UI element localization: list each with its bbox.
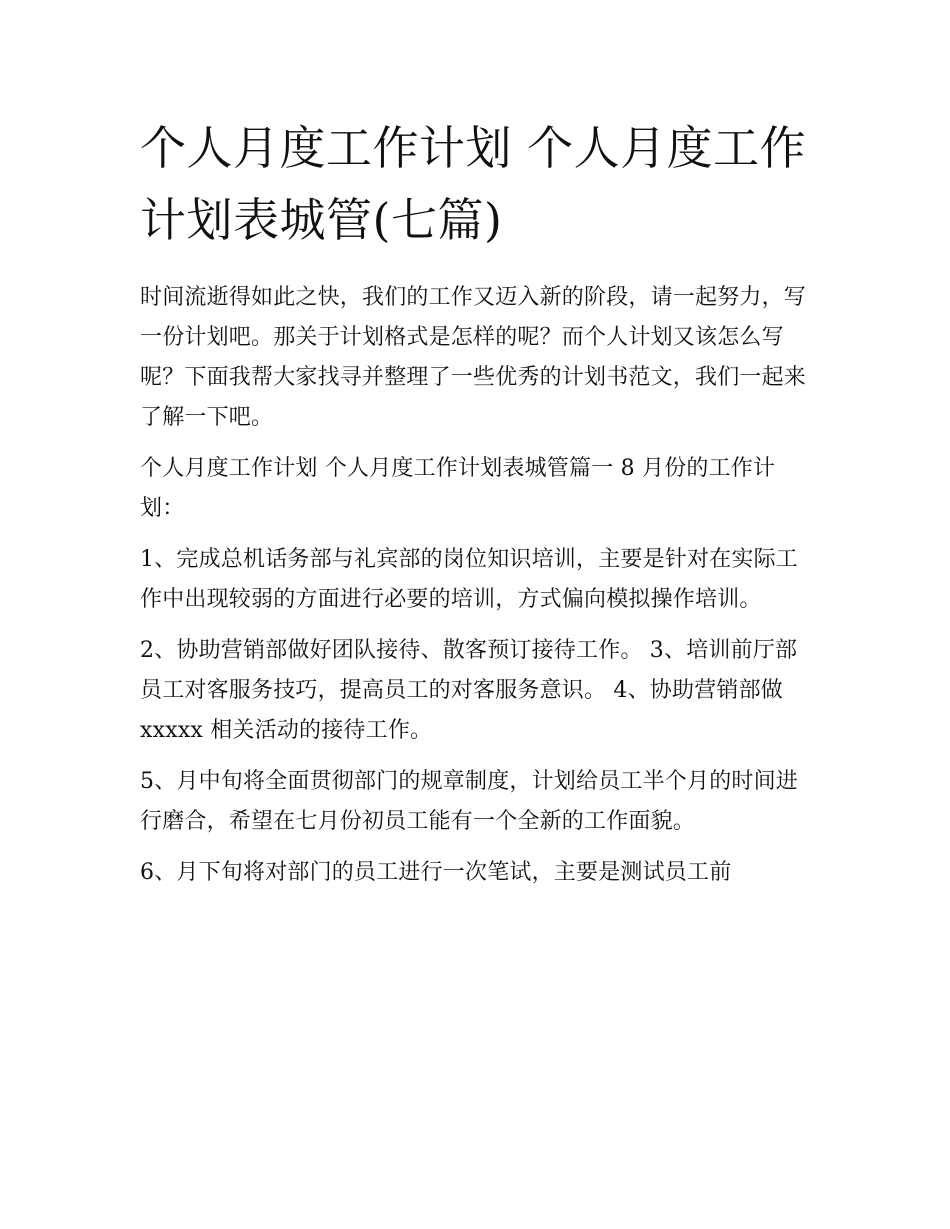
- paragraph-intro: 时间流逝得如此之快，我们的工作又迈入新的阶段，请一起努力，写一份计划吧。那关于计划格式是怎样的呢？而个人计划又该怎么写呢？下面我帮大家找寻并整理了一些优秀的计划书范文，我们一起来了解一下吧。: [140, 285, 807, 430]
- document-title: 个人月度工作计划 个人月度工作计划表城管(七篇): [140, 121, 807, 247]
- paragraph-section-heading: 个人月度工作计划 个人月度工作计划表城管篇一 8 月份的工作计划：: [140, 456, 776, 521]
- paragraph-item-1: 1、完成总机话务部与礼宾部的岗位知识培训，主要是针对在实际工作中出现较弱的方面进行必要的培训，方式偏向模拟操作培训。: [140, 547, 798, 612]
- paragraph-item-5: 5、月中旬将全面贯彻部门的规章制度，计划给员工半个月的时间进行磨合，希望在七月份初员工能有一个全新的工作面貌。: [140, 769, 798, 834]
- paragraph-item-6: 6、月下旬将对部门的员工进行一次笔试，主要是测试员工前: [140, 860, 732, 885]
- document-body: [140, 112, 815, 893]
- paragraph-items-2-4: 2、协助营销部做好团队接待、散客预订接待工作。 3、培训前厅部员工对客服务技巧，提高员工的对客服务意识。 4、协助营销部做 xxxxx 相关活动的接待工作。: [140, 638, 798, 743]
